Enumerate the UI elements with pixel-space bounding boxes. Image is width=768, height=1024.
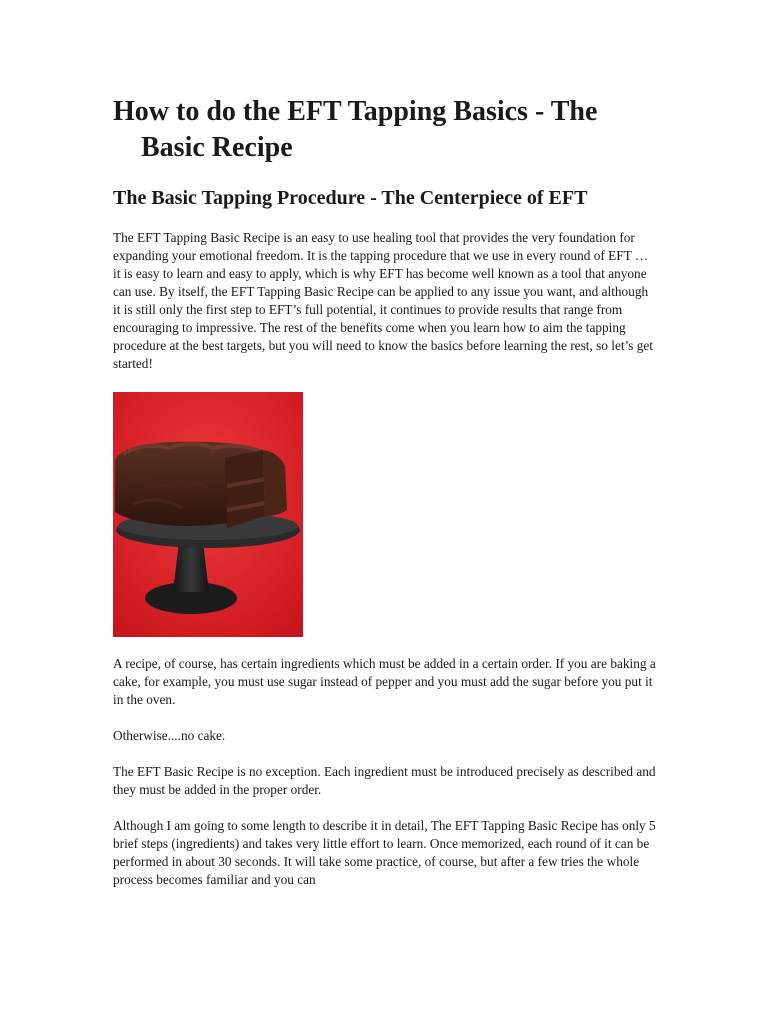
cake-cut-face: [225, 450, 265, 528]
page-title: How to do the EFT Tapping Basics - The Basic Recipe: [113, 96, 598, 163]
intro-paragraph: The EFT Tapping Basic Recipe is an easy to use healing tool that provides the very foundation for expanding your emotional freedom. It is the tapping procedure that we use in every round of EFT … it is easy to learn and easy to apply, which is why EFT has become well known as a tool that anyone can use. By itself, the EFT Tapping Basic Recipe can be applied to any issue you want, and although it is still only the first step to EFT’s full potential, it continues to provide results that range from encouraging to impressive. The rest of the benefits come when you learn how to aim the tapping procedure at the best targets, but you will need to know the basics before learning the rest, so let’s get started!: [113, 230, 653, 371]
no-cake-paragraph: Otherwise....no cake.: [113, 728, 226, 743]
section-heading: The Basic Tapping Procedure - The Centerpiece of EFT: [113, 187, 588, 209]
stand-stem: [173, 542, 209, 592]
document-page: [113, 94, 658, 889]
chocolate-cake-on-stand-icon: [113, 392, 303, 637]
steps-paragraph: Although I am going to some length to describe it in detail, The EFT Tapping Basic Recipe has only 5 brief steps (ingredients) and takes very little effort to learn. Once memorized, each round of it can be performed in about 30 seconds. It will take some practice, of course, but after a few tries the whole process becomes familiar and you can: [113, 818, 656, 887]
recipe-paragraph: A recipe, of course, has certain ingredients which must be added in a certain order. If you are baking a cake, for example, you must use sugar instead of pepper and you must add the sugar before you put it in the oven.: [113, 656, 656, 707]
exception-paragraph: The EFT Basic Recipe is no exception. Each ingredient must be introduced precisely as described and they must be added in the proper order.: [113, 764, 656, 797]
